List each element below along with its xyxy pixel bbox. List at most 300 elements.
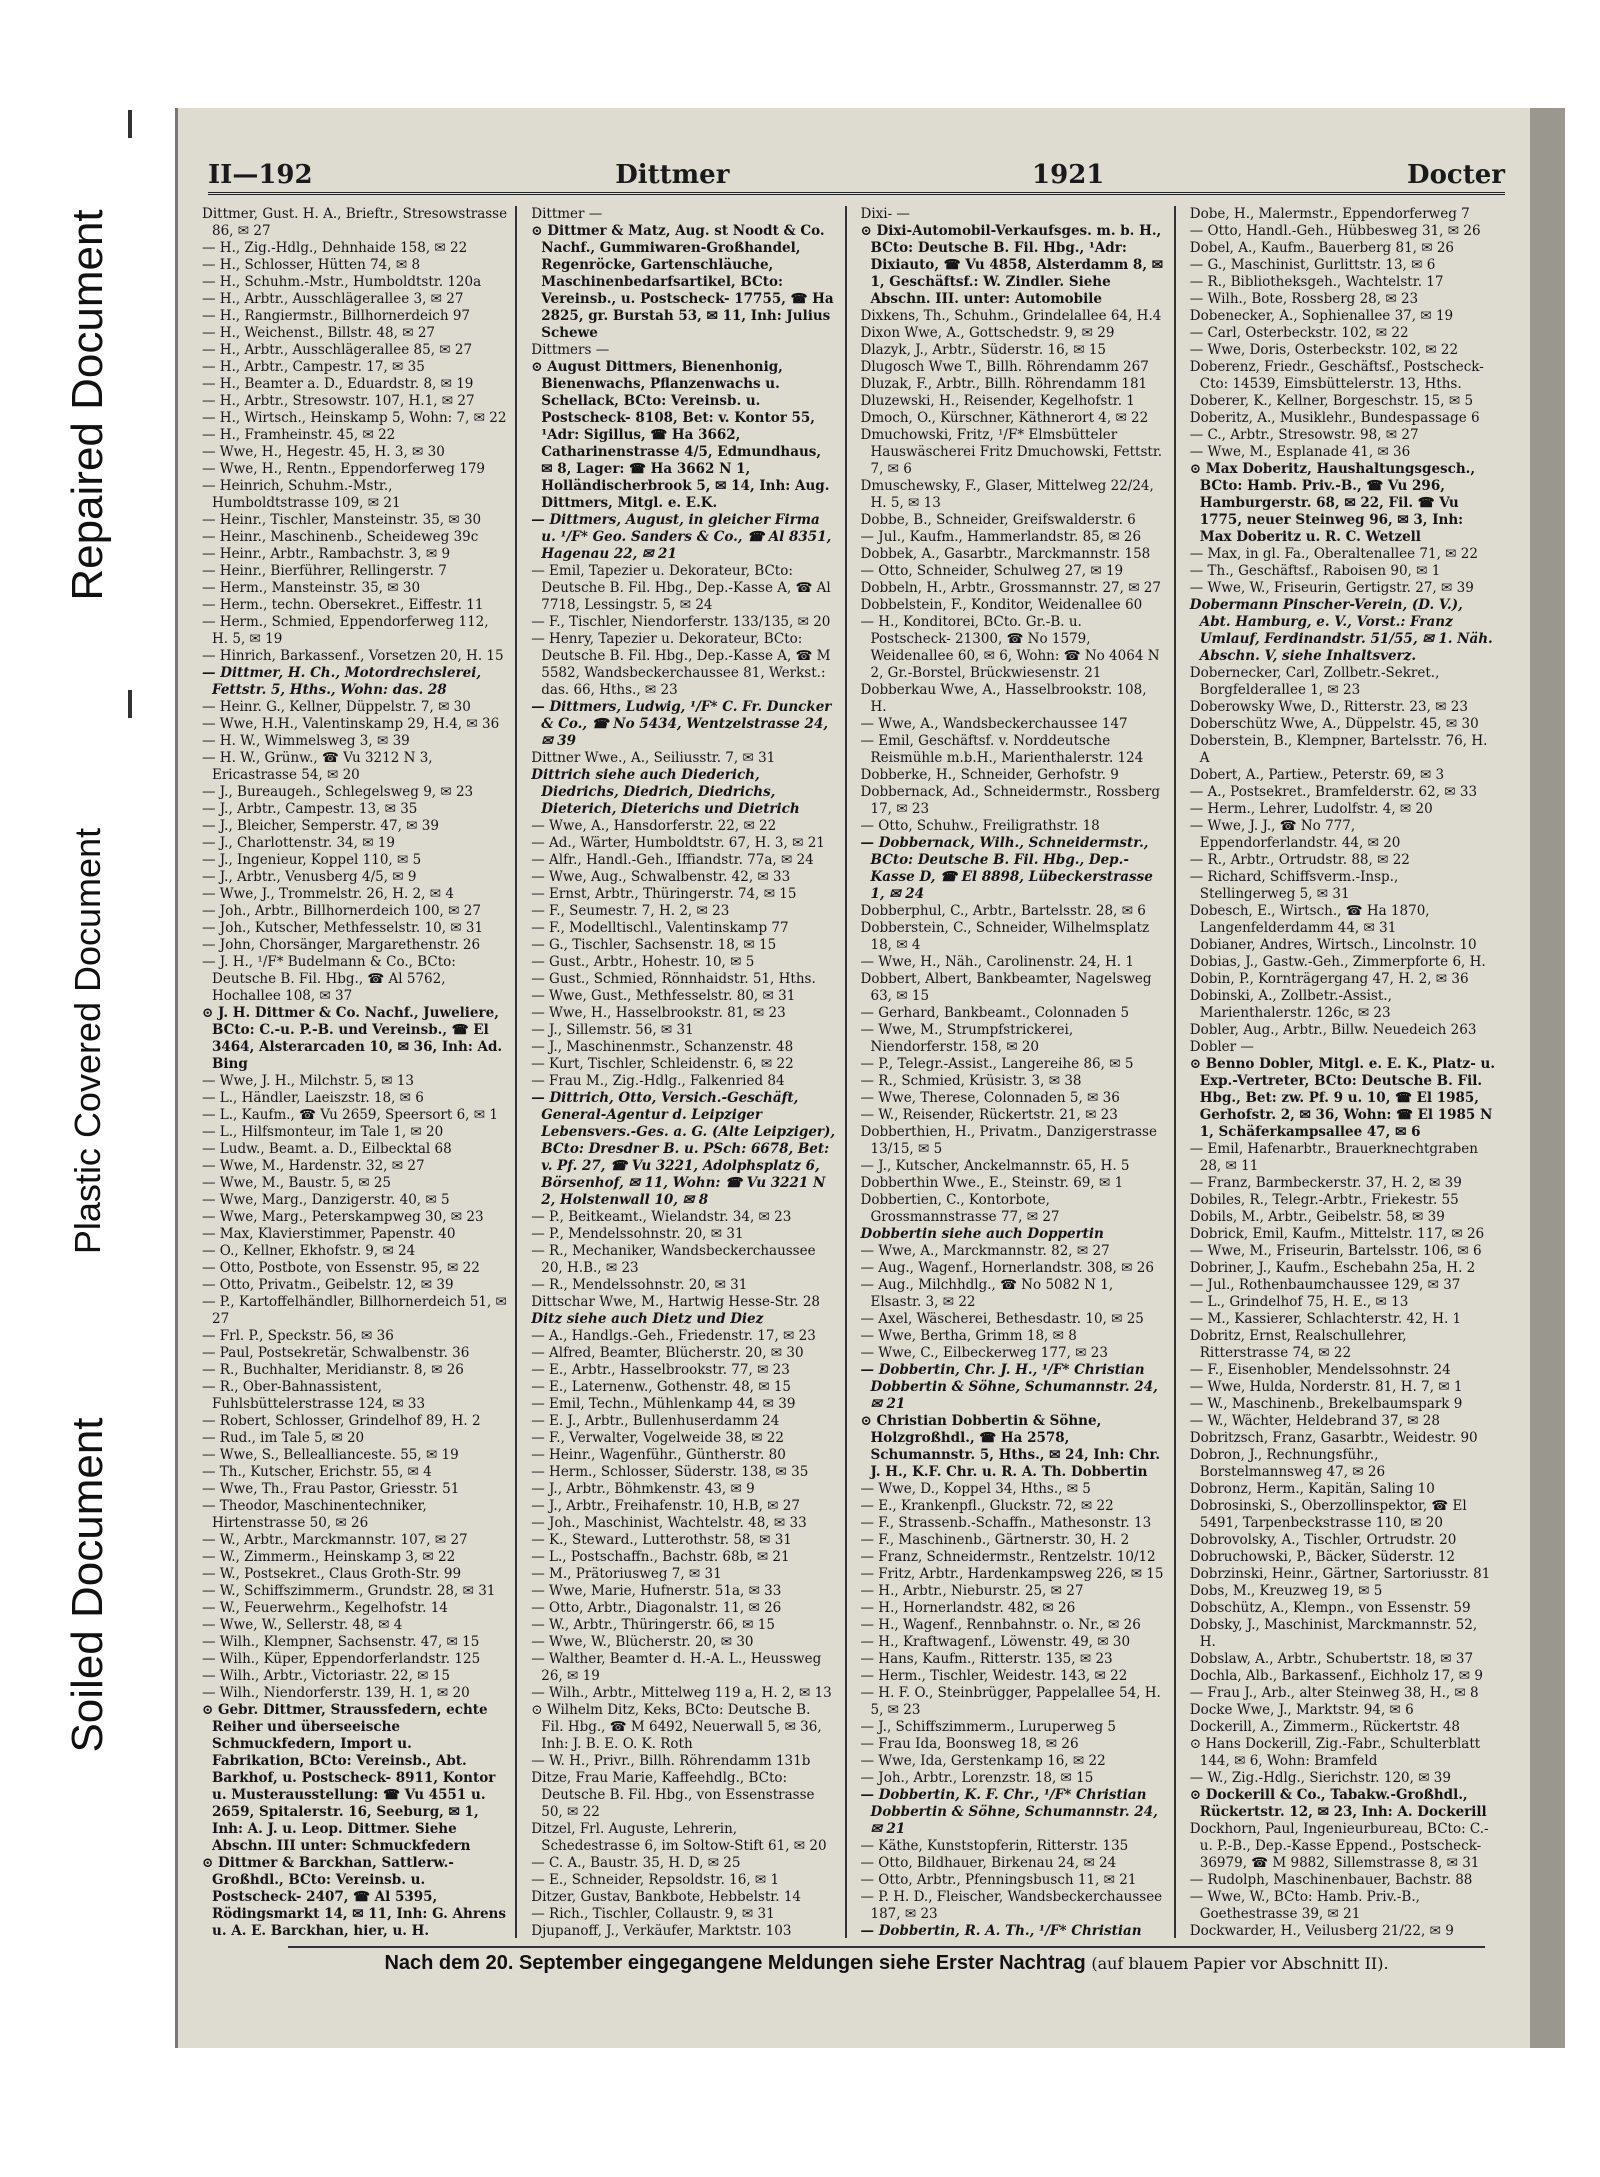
directory-entry: — Wwe, W., Blücherstr. 20, ✉ 30 <box>531 1634 754 1650</box>
directory-entry: Dixi- — <box>860 206 910 222</box>
directory-entry: — Wwe, Marg., Danzigerstr. 40, ✉ 5 <box>202 1192 450 1208</box>
directory-entry: — Aug., Wagenf., Hornerlandstr. 308, ✉ 26 <box>860 1260 1154 1276</box>
directory-entry: — Heinr., Arbtr., Rambachstr. 3, ✉ 9 <box>202 546 451 562</box>
directory-entry: Ditzel, Frl. Auguste, Lehrerin, Schedestrasse 6, im Soltow-Stift 61, ✉ 20 <box>531 1821 827 1854</box>
directory-entry: Dobbertin siehe auch Doppertin <box>860 1226 1104 1242</box>
directory-entry: — Wwe, M., Baustr. 5, ✉ 25 <box>202 1175 392 1191</box>
page-header <box>208 158 1505 195</box>
directory-entry: — R., Ober-Bahnassistent, Fuhlsbüttelerstrasse 124, ✉ 33 <box>202 1379 426 1412</box>
directory-entry: — J., Arbtr., Böhmkenstr. 43, ✉ 9 <box>531 1481 755 1497</box>
directory-entry: Dobias, J., Gastw.-Geh., Zimmerpforte 6, H. <box>1189 954 1486 970</box>
directory-entry: — Robert, Schlosser, Grindelhof 89, H. 2 <box>202 1413 481 1429</box>
directory-entry: — W., Postsekret., Claus Groth-Str. 99 <box>202 1566 462 1582</box>
directory-entry: — Wwe, Marg., Peterskampweg 30, ✉ 23 <box>202 1209 484 1225</box>
directory-entry: — Wwe, W., Sellerstr. 48, ✉ 4 <box>202 1617 403 1633</box>
directory-entry: Dobs, M., Kreuzweg 19, ✉ 5 <box>1189 1583 1383 1599</box>
directory-entry: Dixkens, Th., Schuhm., Grindelallee 64, H.4 <box>860 308 1162 324</box>
directory-entry: — Herm., techn. Obersekret., Eiffestr. 11 <box>202 597 484 613</box>
directory-entry: — R., Buchhalter, Meridianstr. 8, ✉ 26 <box>202 1362 464 1378</box>
directory-entry: — Otto, Arbtr., Diagonalstr. 11, ✉ 26 <box>531 1600 782 1616</box>
directory-entry: Dobbert, Albert, Bankbeamter, Nagelsweg 63, ✉ 15 <box>860 971 1152 1004</box>
directory-entry: Dittschar Wwe, M., Hartwig Hesse-Str. 28 <box>531 1294 820 1310</box>
directory-entry: — Paul, Postsekretär, Schwalbenstr. 36 <box>202 1345 470 1361</box>
directory-entry: — Wilh., Bote, Rossberg 28, ✉ 23 <box>1189 291 1419 307</box>
directory-entry: — Dittmers, August, in gleicher Firma u. ¹/F* Geo. Sanders & Co., ☎ Al 8351, Hagenau 22, ✉ 21 <box>531 512 832 562</box>
directory-entry: Doberitz, A., Musiklehr., Bundespassage 6 <box>1189 410 1480 426</box>
directory-entry: — F., Tischler, Niendorferstr. 133/135, ✉ 20 <box>531 614 831 630</box>
directory-entry: ⊙ Dockerill & Co., Tabakw.-Großhdl., Rückertstr. 12, ✉ 23, Inh: A. Dockerill <box>1189 1787 1487 1820</box>
directory-entry: — P. H. D., Fleischer, Wandsbeckerchaussee 187, ✉ 23 <box>860 1889 1163 1922</box>
directory-entry: Dobbernack, Ad., Schneidermstr., Rossberg 17, ✉ 23 <box>860 784 1160 817</box>
directory-entry: ⊙ Christian Dobbertin & Söhne, Holzgroßhdl., ☎ Ha 2578, Schumannstr. 5, Hths., ✉ 24, Inh: Chr. J. H., K.F. Chr. u. R. A. Th. Dobbertin <box>860 1413 1161 1480</box>
directory-entry: — J. H., ¹/F* Budelmann & Co., BCto: Deutsche B. Fil. Hbg., ☎ Al 5762, Hochallee 108, ✉ 37 <box>202 954 456 1004</box>
directory-entry: Ditze, Frau Marie, Kaffeehdlg., BCto: Deutsche B. Fil. Hbg., von Essenstrasse 50, ✉ 22 <box>531 1770 815 1820</box>
directory-entry: — Wwe, H.H., Valentinskamp 29, H.4, ✉ 36 <box>202 716 500 732</box>
directory-entry: — Aug., Milchhdlg., ☎ No 5082 N 1, Elsastr. 3, ✉ 22 <box>860 1277 1114 1310</box>
directory-entry: Dockhorn, Paul, Ingenieurbureau, BCto: C.- u. P.-B., Dep.-Kasse Eppend., Postscheck- 36979, ☎ M 9882, Sillemstrasse 8, ✉ 31 <box>1189 1821 1489 1871</box>
directory-entry: Dobbe, B., Schneider, Greifswalderstr. 6 <box>860 512 1136 528</box>
directory-entry: — F., Eisenhobler, Mendelssohnstr. 24 <box>1189 1362 1451 1378</box>
directory-entry: — Wwe, H., Näh., Carolinenstr. 24, H. 1 <box>860 954 1134 970</box>
directory-entry: ⊙ Gebr. Dittmer, Straussfedern, echte Reiher und überseeische Schmuckfedern, Import u. Fabrikation, BCto: Vereinsb., Abt. Barkhof, u. Postscheck- 8911, Kontor u. Musterausstellung: ☎ Vu 4551 u. 2659, Spitalerstr. 16, Seeburg, ✉ 1, Inh: A. J. u. Leop. Dittmer. Siehe Abschn. III unter: Schmuckfedern <box>202 1702 496 1854</box>
directory-entry: Dobbertien, C., Kontorbote, Grossmannstrasse 77, ✉ 27 <box>860 1192 1060 1225</box>
directory-entry: — Heinrich, Schuhm.-Mstr., Humboldtstrasse 109, ✉ 21 <box>202 478 401 511</box>
header-year: 1921 <box>1032 160 1105 190</box>
directory-entry: — Wwe, H., Hegestr. 45, H. 3, ✉ 30 <box>202 444 445 460</box>
directory-entry: — Wilh., Klempner, Sachsenstr. 47, ✉ 15 <box>202 1634 480 1650</box>
directory-entry: — Wwe, J., Trommelstr. 26, H. 2, ✉ 4 <box>202 886 454 902</box>
directory-entry: — P., Mendelssohnstr. 20, ✉ 31 <box>531 1226 744 1242</box>
directory-entry: — R., Mechaniker, Wandsbeckerchaussee 20, H.B., ✉ 23 <box>531 1243 816 1276</box>
directory-entry: Dobrick, Emil, Kaufm., Mittelstr. 117, ✉ 26 <box>1189 1226 1485 1242</box>
soiled-document-label: Soiled Document <box>62 1417 112 1753</box>
directory-entry: Dobronz, Herm., Kapitän, Saling 10 <box>1189 1481 1435 1497</box>
directory-entry: Dobbelstein, F., Konditor, Weidenallee 60 <box>860 597 1143 613</box>
directory-entry: — Alfred, Beamter, Blücherstr. 20, ✉ 30 <box>531 1345 804 1361</box>
directory-entry: — Wwe, A., Marckmannstr. 82, ✉ 27 <box>860 1243 1110 1259</box>
directory-entry: — Wwe, M., Esplanade 41, ✉ 36 <box>1189 444 1411 460</box>
directory-entry: — Wilh., Arbtr., Mittelweg 119 a, H. 2, ✉ 13 <box>531 1685 832 1701</box>
directory-entry: Dobenecker, A., Sophienallee 37, ✉ 19 <box>1189 308 1454 324</box>
directory-entry: — Frau M., Zig.-Hdlg., Falkenried 84 <box>531 1073 785 1089</box>
directory-entry: Dobin, P., Kornträgergang 47, H. 2, ✉ 36 <box>1189 971 1469 987</box>
directory-entry: — W., Schiffszimmerm., Grundstr. 28, ✉ 31 <box>202 1583 496 1599</box>
directory-entry: Dobslaw, A., Arbtr., Schubertstr. 18, ✉ 37 <box>1189 1651 1474 1667</box>
column-1 <box>198 206 517 1938</box>
directory-entry: — P., Telegr.-Assist., Langereihe 86, ✉ 5 <box>860 1056 1134 1072</box>
directory-entry: — H., Wagenf., Rennbahnstr. o. Nr., ✉ 26 <box>860 1617 1141 1633</box>
directory-entry: Dobrovolsky, A., Tischler, Ortrudstr. 20 <box>1189 1532 1457 1548</box>
directory-entry: — Kurt, Tischler, Schleidenstr. 6, ✉ 22 <box>531 1056 794 1072</box>
directory-entry: ⊙ Hans Dockerill, Zig.-Fabr., Schulterblatt 144, ✉ 6, Wohn: Bramfeld <box>1189 1736 1481 1769</box>
directory-entry: — C., Arbtr., Stresowstr. 98, ✉ 27 <box>1189 427 1419 443</box>
directory-entry: — Otto, Schneider, Schulweg 27, ✉ 19 <box>860 563 1124 579</box>
directory-entry: — Wwe, Therese, Colonnaden 5, ✉ 36 <box>860 1090 1120 1106</box>
footer-note: (auf blauem Papier vor Abschnitt II). <box>1091 1954 1389 1973</box>
directory-entry: Dobe, H., Malermstr., Eppendorferweg 7 <box>1189 206 1470 222</box>
directory-entry: — R., Schmied, Krüsistr. 3, ✉ 38 <box>860 1073 1082 1089</box>
directory-page <box>175 108 1565 2048</box>
directory-entry: — Emil, Hafenarbtr., Brauerknechtgraben 28, ✉ 11 <box>1189 1141 1478 1174</box>
directory-entry: — F., Verwalter, Vogelweide 38, ✉ 22 <box>531 1430 784 1446</box>
directory-entry: Dockerill, A., Zimmerm., Rückertstr. 48 <box>1189 1719 1461 1735</box>
margin-tick <box>128 690 132 718</box>
directory-entry: — Emil, Techn., Mühlenkamp 44, ✉ 39 <box>531 1396 796 1412</box>
directory-entry: — Herm., Tischler, Weidestr. 143, ✉ 22 <box>860 1668 1128 1684</box>
directory-entry: — Dobbertin, R. A. Th., ¹/F* Christian <box>860 1923 1142 1938</box>
directory-entry: — Max, Klavierstimmer, Papenstr. 40 <box>202 1226 456 1242</box>
directory-entry: Dobrzinski, Heinr., Gärtner, Sartoriusstr. 81 <box>1189 1566 1491 1582</box>
directory-entry: — H., Arbtr., Ausschlägerallee 3, ✉ 27 <box>202 291 464 307</box>
directory-entry: — Herm., Schmied, Eppendorferweg 112, H. 5, ✉ 19 <box>202 614 489 647</box>
directory-entry: — F., Seumestr. 7, H. 2, ✉ 23 <box>531 903 730 919</box>
directory-entry: Dobberthien, H., Privatm., Danzigerstrasse 13/15, ✉ 5 <box>860 1124 1157 1157</box>
directory-entry: Doberenz, Friedr., Geschäftsf., Postscheck-Cto: 14539, Eimsbüttelerstr. 13, Hths. <box>1189 359 1484 392</box>
directory-entry: ⊙ Max Doberitz, Haushaltungsgesch., BCto: Hamb. Priv.-B., ☎ Vu 296, Hamburgerstr. 68, ✉ 22, Fil. ☎ Vu 1775, neuer Steinweg 96, ✉ 3, Inh: Max Doberitz u. R. C. Wetzell <box>1189 461 1476 545</box>
column-2 <box>527 206 846 1938</box>
directory-entry: — Wwe, Hulda, Norderstr. 81, H. 7, ✉ 1 <box>1189 1379 1463 1395</box>
directory-entry: — Wwe, A., Hansdorferstr. 22, ✉ 22 <box>531 818 777 834</box>
directory-entry: — Alfr., Handl.-Geh., Iffiandstr. 77a, ✉ 24 <box>531 852 814 868</box>
directory-entry: — Fritz, Arbtr., Hardenkampsweg 226, ✉ 15 <box>860 1566 1164 1582</box>
directory-entry: Dixon Wwe, A., Gottschedstr. 9, ✉ 29 <box>860 325 1115 341</box>
directory-entry: — A., Postsekret., Bramfelderstr. 62, ✉ 33 <box>1189 784 1478 800</box>
directory-entry: — Henry, Tapezier u. Dekorateur, BCto: Deutsche B. Fil. Hbg., Dep.-Kasse A, ☎ M 5582, Wandsbeckerchaussee 81, Werkst.: das. 66, Hths., ✉ 23 <box>531 631 831 698</box>
directory-entry: Dobbeln, H., Arbtr., Grossmannstr. 27, ✉ 27 <box>860 580 1161 596</box>
directory-entry: — Wwe, J. H., Milchstr. 5, ✉ 13 <box>202 1073 414 1089</box>
directory-entry: — Emil, Tapezier u. Dekorateur, BCto: Deutsche B. Fil. Hbg., Dep.-Kasse A, ☎ Al 7718, Lessingstr. 5, ✉ 24 <box>531 563 831 613</box>
directory-entry: — Th., Geschäftsf., Raboisen 90, ✉ 1 <box>1189 563 1441 579</box>
directory-entry: — W., Maschinenb., Brekelbaumspark 9 <box>1189 1396 1463 1412</box>
directory-entry: Dobruchowski, P., Bäcker, Süderstr. 12 <box>1189 1549 1456 1565</box>
directory-entry: Doberowsky Wwe, D., Ritterstr. 23, ✉ 23 <box>1189 699 1468 715</box>
directory-entry: — H., Konditorei, BCto. Gr.-B. u. Postscheck- 21300, ☎ No 1579, Weidenallee 60, ✉ 6, Wohn: ☎ No 4064 N 2, Gr.-Borstel, Brückwiesenstr. 21 <box>860 614 1160 681</box>
directory-entry: — L., Postschaffn., Bachstr. 68b, ✉ 21 <box>531 1549 790 1565</box>
directory-entry: — Wwe, Ida, Gerstenkamp 16, ✉ 22 <box>860 1753 1106 1769</box>
directory-entry: — Dobbertin, Chr. J. H., ¹/F* Christian Dobbertin & Söhne, Schumannstr. 24, ✉ 21 <box>860 1362 1158 1412</box>
directory-entry: Dobrosinski, S., Oberzollinspektor, ☎ El 5491, Tarpenbeckstrasse 110, ✉ 20 <box>1189 1498 1467 1531</box>
directory-entry: — Otto, Schuhw., Freiligrathstr. 18 <box>860 818 1100 834</box>
directory-entry: — Rudolph, Maschinenbauer, Bachstr. 88 <box>1189 1872 1473 1888</box>
directory-entry: Dobsky, J., Maschinist, Marckmannstr. 52, H. <box>1189 1617 1478 1650</box>
directory-entry: — H., Hornerlandstr. 482, ✉ 26 <box>860 1600 1076 1616</box>
directory-entry: Dmuchowski, Fritz, ¹/F* Elmsbütteler Hauswäscherei Fritz Dmuchowski, Fettstr. 7, ✉ 6 <box>860 427 1163 477</box>
directory-entry: — Rich., Tischler, Collaustr. 9, ✉ 31 <box>531 1906 775 1922</box>
directory-entry: — H., Rangiermstr., Billhornerdeich 97 <box>202 308 471 324</box>
directory-entry: — J., Sillemstr. 56, ✉ 31 <box>531 1022 694 1038</box>
directory-entry: — G., Maschinist, Gurlittstr. 13, ✉ 6 <box>1189 257 1436 273</box>
directory-entry: — Frau Ida, Boonsweg 18, ✉ 26 <box>860 1736 1079 1752</box>
directory-entry: — Wwe, Gust., Methfesselstr. 80, ✉ 31 <box>531 988 796 1004</box>
directory-entry: Dobberphul, C., Arbtr., Bartelsstr. 28, ✉ 6 <box>860 903 1146 919</box>
directory-entry: Dobberthin Wwe., E., Steinstr. 69, ✉ 1 <box>860 1175 1124 1191</box>
directory-entry: — Joh., Arbtr., Lorenzstr. 18, ✉ 15 <box>860 1770 1094 1786</box>
directory-entry: — Wwe, M., Strumpfstrickerei, Niendorferstr. 158, ✉ 20 <box>860 1022 1074 1055</box>
directory-entry: — Jul., Rothenbaumchaussee 129, ✉ 37 <box>1189 1277 1461 1293</box>
directory-entry: — Hinrich, Barkassenf., Vorsetzen 20, H. 15 <box>202 648 504 664</box>
directory-entry: — J., Maschinenmstr., Schanzenstr. 48 <box>531 1039 794 1055</box>
directory-entry: — H., Arbtr., Campestr. 17, ✉ 35 <box>202 359 425 375</box>
directory-entry: Dobert, A., Partiew., Peterstr. 69, ✉ 3 <box>1189 767 1445 783</box>
directory-entry: — G., Tischler, Sachsenstr. 18, ✉ 15 <box>531 937 777 953</box>
directory-entry: ⊙ Benno Dobler, Mitgl. e. E. K., Platz- u. Exp.-Vertreter, BCto: Deutsche B. Fil. Hbg., Bet: zw. Pf. 9 u. 10, ☎ El 1985, Gerhofstr. 2, ✉ 36, Wohn: ☎ El 1985 N 1, Schäferkampsallee 47, ✉ 6 <box>1189 1056 1496 1140</box>
directory-entry: — H. W., Wimmelsweg 3, ✉ 39 <box>202 733 410 749</box>
directory-entry: — Dittmer, H. Ch., Motordrechslerei, Fettstr. 5, Hths., Wohn: das. 28 <box>202 665 482 698</box>
page-footer <box>288 1946 1485 1978</box>
directory-entry: — M., Kassierer, Schlachterstr. 42, H. 1 <box>1189 1311 1462 1327</box>
directory-entry: Dobberkau Wwe, A., Hasselbrookstr. 108, H. <box>860 682 1147 715</box>
directory-entry: Dobritz, Ernst, Realschullehrer, Ritterstrasse 74, ✉ 22 <box>1189 1328 1407 1361</box>
directory-entry: — L., Händler, Laeiszstr. 18, ✉ 6 <box>202 1090 424 1106</box>
directory-entry: — Gerhard, Bankbeamt., Colonnaden 5 <box>860 1005 1130 1021</box>
directory-entry: Dobberstein, C., Schneider, Wilhelmsplatz 18, ✉ 4 <box>860 920 1150 953</box>
directory-entry: — J., Charlottenstr. 34, ✉ 19 <box>202 835 395 851</box>
directory-entry: Dobiles, R., Telegr.-Arbtr., Friekestr. 55 <box>1189 1192 1459 1208</box>
directory-entry: — E. J., Arbtr., Bullenhuserdamm 24 <box>531 1413 780 1429</box>
directory-entry: — Wilh., Niendorferstr. 139, H. 1, ✉ 20 <box>202 1685 470 1701</box>
directory-entry: Dobernecker, Carl, Zollbetr.-Sekret., Borgfelderallee 1, ✉ 23 <box>1189 665 1440 698</box>
directory-entry: — Wwe, C., Eilbeckerweg 177, ✉ 23 <box>860 1345 1108 1361</box>
column-3 <box>857 206 1176 1938</box>
directory-entry: — H., Framheinstr. 45, ✉ 22 <box>202 427 396 443</box>
directory-entry: — J., Arbtr., Campestr. 13, ✉ 35 <box>202 801 418 817</box>
directory-entry: — W., Feuerwehrm., Kegelhofstr. 14 <box>202 1600 448 1616</box>
directory-entry: Dittmer — <box>531 206 603 222</box>
directory-entry: — Wwe, M., Hardenstr. 32, ✉ 27 <box>202 1158 425 1174</box>
directory-entry: Dobbek, A., Gasarbtr., Marckmannstr. 158 <box>860 546 1151 562</box>
page-number: II—192 <box>208 160 313 190</box>
directory-entry: — F., Maschinenb., Gärtnerstr. 30, H. 2 <box>860 1532 1130 1548</box>
directory-entry: — Otto, Postbote, von Essenstr. 95, ✉ 22 <box>202 1260 480 1276</box>
directory-entry: — Dittrich, Otto, Versich.-Geschäft, General-Agentur d. Leipziger Lebensvers.-Ges. a. G. (Alte Leipziger), BCto: Dresdner B. u. PSch: 6678, Bet: v. Pf. 27, ☎ Vu 3221, Adolphsplatz 6, Börsenhof, ✉ 11, Wohn: ☎ Vu 3221 N 2, Holstenwall 10, ✉ 8 <box>531 1090 836 1208</box>
directory-entry: — H., Arbtr., Nieburstr. 25, ✉ 27 <box>860 1583 1084 1599</box>
directory-entry: Dittmer, Gust. H. A., Brieftr., Stresowstrasse 86, ✉ 27 <box>202 206 508 239</box>
directory-entry: Dlazyk, J., Arbtr., Süderstr. 16, ✉ 15 <box>860 342 1107 358</box>
directory-entry: — Käthe, Kunststopferin, Ritterstr. 135 <box>860 1838 1129 1854</box>
directory-entry: — E., Laternenw., Gothenstr. 48, ✉ 15 <box>531 1379 792 1395</box>
directory-entry: Dittner Wwe., A., Seiliusstr. 7, ✉ 31 <box>531 750 776 766</box>
directory-entry: — John, Chorsänger, Margarethenstr. 26 <box>202 937 481 953</box>
directory-entry: — Th., Kutscher, Erichstr. 55, ✉ 4 <box>202 1464 432 1480</box>
directory-entry: Dluzak, F., Arbtr., Billh. Röhrendamm 181 <box>860 376 1148 392</box>
directory-entry: — H., Zig.-Hdlg., Dehnhaide 158, ✉ 22 <box>202 240 468 256</box>
directory-entry: Dmoch, O., Kürschner, Käthnerort 4, ✉ 22 <box>860 410 1149 426</box>
directory-entry: — P., Kartoffelhändler, Billhornerdeich 51, ✉ 27 <box>202 1294 507 1327</box>
directory-entry: — Frau J., Arb., alter Steinweg 38, H., ✉ 8 <box>1189 1685 1479 1701</box>
directory-entry: — Joh., Kutscher, Methfesselstr. 10, ✉ 31 <box>202 920 484 936</box>
directory-entry: — Franz, Schneidermstr., Rentzelstr. 10/12 <box>860 1549 1156 1565</box>
directory-entry: — Herm., Schlosser, Süderstr. 138, ✉ 35 <box>531 1464 809 1480</box>
directory-entry: — Heinr., Tischler, Mansteinstr. 35, ✉ 30 <box>202 512 482 528</box>
directory-entry: — Ernst, Arbtr., Thüringerstr. 74, ✉ 15 <box>531 886 797 902</box>
directory-entry: — H. F. O., Steinbrügger, Pappelallee 54, H. 5, ✉ 23 <box>860 1685 1161 1718</box>
directory-entry: — Otto, Arbtr., Pfenningsbusch 11, ✉ 21 <box>860 1872 1137 1888</box>
directory-entry: — Franz, Barmbeckerstr. 37, H. 2, ✉ 39 <box>1189 1175 1462 1191</box>
directory-entry: — E., Krankenpfl., Gluckstr. 72, ✉ 22 <box>860 1498 1114 1514</box>
directory-entry: Doberer, K., Kellner, Borgeschstr. 15, ✉ 5 <box>1189 393 1474 409</box>
side-labels <box>0 0 175 2177</box>
directory-entry: Dobler, Aug., Arbtr., Billw. Neuedeich 263 <box>1189 1022 1477 1038</box>
directory-entry: — Wwe, H., Rentn., Eppendorferweg 179 <box>202 461 486 477</box>
directory-entry: — Theodor, Maschinentechniker, Hirtenstrasse 50, ✉ 26 <box>202 1498 427 1531</box>
directory-entry: — Joh., Maschinist, Wachtelstr. 48, ✉ 33 <box>531 1515 807 1531</box>
directory-entry: — F., Strassenb.-Schaffn., Mathesonstr. 13 <box>860 1515 1152 1531</box>
directory-entry: — W., Reisender, Rückertstr. 21, ✉ 23 <box>860 1107 1118 1123</box>
directory-entry: Dobils, M., Arbtr., Geibelstr. 58, ✉ 39 <box>1189 1209 1445 1225</box>
directory-entry: Dobel, A., Kaufm., Bauerberg 81, ✉ 26 <box>1189 240 1455 256</box>
directory-entry: Dluzewski, H., Reisender, Kegelhofstr. 1 <box>860 393 1135 409</box>
directory-entry: Dlugosch Wwe T., Billh. Röhrendamm 267 <box>860 359 1149 375</box>
directory-entry: Docke Wwe, J., Marktstr. 94, ✉ 6 <box>1189 1702 1414 1718</box>
directory-entry: — Max, in gl. Fa., Oberaltenallee 71, ✉ 22 <box>1189 546 1478 562</box>
directory-entry: — W., Zimmerm., Heinskamp 3, ✉ 22 <box>202 1549 456 1565</box>
directory-entry: Dittmers — <box>531 342 610 358</box>
directory-entry: Dobriner, J., Kaufm., Eschebahn 25a, H. 2 <box>1189 1260 1476 1276</box>
directory-entry: — Joh., Arbtr., Billhornerdeich 100, ✉ 27 <box>202 903 481 919</box>
directory-entry: Dobron, J., Rechnungsführ., Borstelmannsweg 47, ✉ 26 <box>1189 1447 1386 1480</box>
directory-entry: — Hans, Kaufm., Ritterstr. 135, ✉ 23 <box>860 1651 1113 1667</box>
directory-entry: — J., Kutscher, Anckelmannstr. 65, H. 5 <box>860 1158 1130 1174</box>
directory-entry: — Richard, Schiffsverm.-Insp., Stellingerweg 5, ✉ 31 <box>1189 869 1399 902</box>
directory-entry: — J., Schiffszimmerm., Luruperweg 5 <box>860 1719 1116 1735</box>
directory-entry: — Wwe, W., Friseurin, Gertigstr. 27, ✉ 39 <box>1189 580 1474 596</box>
directory-entry: Dobler — <box>1189 1039 1254 1055</box>
directory-entry: — J., Arbtr., Freihafenstr. 10, H.B, ✉ 27 <box>531 1498 800 1514</box>
directory-entry: — Wwe, J. J., ☎ No 777, Eppendorferlandstr. 44, ✉ 20 <box>1189 818 1401 851</box>
directory-entry: ⊙ Dixi-Automobil-Verkaufsges. m. b. H., BCto: Deutsche B. Fil. Hbg., ¹Adr: Dixiauto, ☎ Vu 4858, Alsterdamm 8, ✉ 1, Geschäftsf.: W. Zindler. Siehe Abschn. III. unter: Automobile <box>860 223 1164 307</box>
directory-entry: — Wwe, Aug., Schwalbenstr. 42, ✉ 33 <box>531 869 791 885</box>
directory-entry: — P., Beitkeamt., Wielandstr. 34, ✉ 23 <box>531 1209 792 1225</box>
footer-main: Nach dem 20. September eingegangene Meldungen siehe Erster Nachtrag <box>384 1952 1086 1974</box>
directory-entry: — Wwe, W., BCto: Hamb. Priv.-B., Goethestrasse 39, ✉ 21 <box>1189 1889 1420 1922</box>
directory-entry: — Gust., Arbtr., Hohestr. 10, ✉ 5 <box>531 954 755 970</box>
directory-entry: — Rud., im Tale 5, ✉ 20 <box>202 1430 365 1446</box>
directory-entry: — Axel, Wäscherei, Bethesdastr. 10, ✉ 25 <box>860 1311 1144 1327</box>
directory-entry: — Wilh., Küper, Eppendorferlandstr. 125 <box>202 1651 481 1667</box>
directory-entry: — Herm., Mansteinstr. 35, ✉ 30 <box>202 580 421 596</box>
directory-entry: — Jul., Kaufm., Hammerlandstr. 85, ✉ 26 <box>860 529 1142 545</box>
directory-entry: — Wwe, Bertha, Grimm 18, ✉ 8 <box>860 1328 1077 1344</box>
directory-entry: — Heinr. G., Kellner, Düppelstr. 7, ✉ 30 <box>202 699 471 715</box>
repaired-document-label: Repaired Document <box>62 209 112 601</box>
directory-entry: — Otto, Privatm., Geibelstr. 12, ✉ 39 <box>202 1277 454 1293</box>
directory-entry: — L., Kaufm., ☎ Vu 2659, Speersort 6, ✉ 1 <box>202 1107 498 1123</box>
directory-entry: Dmuschewsky, F., Glaser, Mittelweg 22/24, H. 5, ✉ 13 <box>860 478 1154 511</box>
margin-tick <box>128 110 132 138</box>
directory-entry: — Otto, Handl.-Geh., Hübbesweg 31, ✉ 26 <box>1189 223 1481 239</box>
directory-entry: — H., Weichenst., Billstr. 48, ✉ 27 <box>202 325 436 341</box>
directory-entry: — Walther, Beamter d. H.-A. L., Heussweg 26, ✉ 19 <box>531 1651 822 1684</box>
directory-entry: — W., Arbtr., Thüringerstr. 66, ✉ 15 <box>531 1617 775 1633</box>
directory-entry: — J., Bureaugeh., Schlegelsweg 9, ✉ 23 <box>202 784 474 800</box>
directory-entry: Dobianer, Andres, Wirtsch., Lincolnstr. 10 <box>1189 937 1477 953</box>
directory-entry: — R., Bibliotheksgeh., Wachtelstr. 17 <box>1189 274 1444 290</box>
directory-entry: — K., Steward., Lutterothstr. 58, ✉ 31 <box>531 1532 792 1548</box>
directory-entry: — E., Schneider, Repsoldstr. 16, ✉ 1 <box>531 1872 780 1888</box>
directory-entry: — W. H., Privr., Billh. Röhrendamm 131b <box>531 1753 811 1769</box>
directory-entry: — H., Kraftwagenf., Löwenstr. 49, ✉ 30 <box>860 1634 1131 1650</box>
directory-entry: Dobschütz, A., Klempn., von Essenstr. 59 <box>1189 1600 1471 1616</box>
directory-entry: — L., Hilfsmonteur, im Tale 1, ✉ 20 <box>202 1124 444 1140</box>
directory-entry: — R., Mendelssohnstr. 20, ✉ 31 <box>531 1277 748 1293</box>
directory-entry: Doberstein, B., Klempner, Bartelsstr. 76, H. A <box>1189 733 1488 766</box>
directory-entry: — Wwe, Doris, Osterbeckstr. 102, ✉ 22 <box>1189 342 1459 358</box>
directory-entry: — R., Arbtr., Ortrudstr. 88, ✉ 22 <box>1189 852 1410 868</box>
directory-entry: — L., Grindelhof 75, H. E., ✉ 13 <box>1189 1294 1409 1310</box>
directory-entry: ⊙ Dittmer & Barckhan, Sattlerw.-Großhdl., BCto: Vereinsb. u. Postscheck- 2407, ☎ Al 5395, Rödingsmarkt 14, ✉ 11, Inh: G. Ahrens u. A. E. Barckhan, hier, u. H. <box>202 1855 506 1938</box>
directory-entry: — Frl. P., Speckstr. 56, ✉ 36 <box>202 1328 394 1344</box>
directory-entry: — M., Prätoriusweg 7, ✉ 31 <box>531 1566 722 1582</box>
directory-entry: — C. A., Baustr. 35, H. D, ✉ 25 <box>531 1855 741 1871</box>
directory-entry: — H., Arbtr., Stresowstr. 107, H.1, ✉ 27 <box>202 393 475 409</box>
directory-entry: — Wwe, Th., Frau Pastor, Griesstr. 51 <box>202 1481 460 1497</box>
directory-entry: Ditzer, Gustav, Bankbote, Hebbelstr. 14 <box>531 1889 802 1905</box>
page-edge-shadow <box>1530 108 1565 2048</box>
directory-entry: — Herm., Lehrer, Ludolfstr. 4, ✉ 20 <box>1189 801 1433 817</box>
directory-entry: Dockwarder, H., Veilusberg 21/22, ✉ 9 <box>1189 1923 1454 1938</box>
directory-entry: — O., Kellner, Ekhofstr. 9, ✉ 24 <box>202 1243 416 1259</box>
directory-entry: — W., Arbtr., Marckmannstr. 107, ✉ 27 <box>202 1532 468 1548</box>
header-right-word: Docter <box>1407 160 1505 190</box>
directory-entry: Dobberke, H., Schneider, Gerhofstr. 9 <box>860 767 1119 783</box>
directory-entry: — Wilh., Arbtr., Victoriastr. 22, ✉ 15 <box>202 1668 450 1684</box>
directory-entry: — Dittmers, Ludwig, ¹/F* C. Fr. Duncker & Co., ☎ No 5434, Wentzelstrasse 24, ✉ 39 <box>531 699 832 749</box>
directory-entry: — Wwe, D., Koppel 34, Hths., ✉ 5 <box>860 1481 1091 1497</box>
plastic-covered-document-label: Plastic Covered Document <box>66 827 108 1255</box>
directory-entry: — Dobbertin, K. F. Chr., ¹/F* Christian Dobbertin & Söhne, Schumannstr. 24, ✉ 21 <box>860 1787 1158 1837</box>
directory-entry: — J., Arbtr., Venusberg 4/5, ✉ 9 <box>202 869 417 885</box>
directory-entry: — Ludw., Beamt. a. D., Eilbecktal 68 <box>202 1141 452 1157</box>
directory-entry: — Otto, Bildhauer, Birkenau 24, ✉ 24 <box>860 1855 1117 1871</box>
header-left-word: Dittmer <box>615 160 730 190</box>
directory-entry: — Gust., Schmied, Rönnhaidstr. 51, Hths. <box>531 971 816 987</box>
directory-entry: Dobinski, A., Zollbetr.-Assist., Marienthalerstr. 126c, ✉ 23 <box>1189 988 1392 1021</box>
directory-columns <box>198 206 1505 1938</box>
directory-entry: — Wwe, S., Belleallianceste. 55, ✉ 19 <box>202 1447 459 1463</box>
directory-entry: — H., Schuhm.-Mstr., Humboldtstr. 120a <box>202 274 482 290</box>
directory-entry: — Ad., Wärter, Humboldtstr. 67, H. 3, ✉ 21 <box>531 835 825 851</box>
directory-entry: — J., Ingenieur, Koppel 110, ✉ 5 <box>202 852 422 868</box>
directory-entry: — Emil, Geschäftsf. v. Norddeutsche Reismühle m.b.H., Marienthalerstr. 124 <box>860 733 1144 766</box>
directory-entry: — Heinr., Wagenführ., Güntherstr. 80 <box>531 1447 786 1463</box>
directory-entry: — Heinr., Bierführer, Rellingerstr. 7 <box>202 563 447 579</box>
directory-entry: — W., Wächter, Heldebrand 37, ✉ 28 <box>1189 1413 1440 1429</box>
directory-entry: Dobritzsch, Franz, Gasarbtr., Weidestr. 90 <box>1189 1430 1478 1446</box>
directory-entry: ⊙ J. H. Dittmer & Co. Nachf., Juweliere, BCto: C.-u. P.-B. und Vereinsb., ☎ El 3464, Alsterarcaden 10, ✉ 36, Inh: Ad. Bing <box>202 1005 503 1072</box>
directory-entry: — Wwe, Marie, Hufnerstr. 51a, ✉ 33 <box>531 1583 782 1599</box>
directory-entry: — Wwe, H., Hasselbrookstr. 81, ✉ 23 <box>531 1005 786 1021</box>
directory-entry: Dobermann Pinscher-Verein, (D. V.), Abt. Hamburg, e. V., Vorst.: Franz Umlauf, Ferdinandstr. 51/55, ✉ 1. Näh. Abschn. V, siehe Inhaltsverz. <box>1189 597 1493 664</box>
directory-entry: — Heinr., Maschinenb., Scheideweg 39c <box>202 529 479 545</box>
directory-entry: Dobesch, E., Wirtsch., ☎ Ha 1870, Langenfelderdamm 44, ✉ 31 <box>1189 903 1430 936</box>
directory-entry: — E., Arbtr., Hasselbrookstr. 77, ✉ 23 <box>531 1362 790 1378</box>
directory-entry: Djupanoff, J., Verkäufer, Marktstr. 103 <box>531 1923 792 1938</box>
directory-entry: — H., Arbtr., Ausschlägerallee 85, ✉ 27 <box>202 342 473 358</box>
directory-entry: — A., Handlgs.-Geh., Friedenstr. 17, ✉ 23 <box>531 1328 816 1344</box>
directory-entry: — W., Zig.-Hdlg., Sierichstr. 120, ✉ 39 <box>1189 1770 1451 1786</box>
column-4 <box>1186 206 1505 1938</box>
directory-entry: — F., Modelltischl., Valentinskamp 77 <box>531 920 789 936</box>
directory-entry: — H., Wirtsch., Heinskamp 5, Wohn: 7, ✉ 22 <box>202 410 507 426</box>
directory-entry: ⊙ Wilhelm Ditz, Keks, BCto: Deutsche B. Fil. Hbg., ☎ M 6492, Neuerwall 5, ✉ 36, Inh: J. B. E. O. K. Roth <box>531 1702 822 1752</box>
directory-entry: Ditz siehe auch Dietz und Diez <box>531 1311 764 1327</box>
directory-entry: — Wwe, M., Friseurin, Bartelsstr. 106, ✉ 6 <box>1189 1243 1482 1259</box>
directory-entry: Dittrich siehe auch Diederich, Diedrichs, Diedrich, Diedrichs, Dieterich, Dieterichs und Dietrich <box>531 767 800 817</box>
directory-entry: — Dobbernack, Wilh., Schneidermstr., BCto: Deutsche B. Fil. Hbg., Dep.-Kasse D, ☎ El 8898, Lübeckerstrasse 1, ✉ 24 <box>860 835 1153 902</box>
directory-entry: — Wwe, A., Wandsbeckerchaussee 147 <box>860 716 1128 732</box>
directory-entry: — H., Schlosser, Hütten 74, ✉ 8 <box>202 257 421 273</box>
directory-entry: — J., Bleicher, Semperstr. 47, ✉ 39 <box>202 818 439 834</box>
